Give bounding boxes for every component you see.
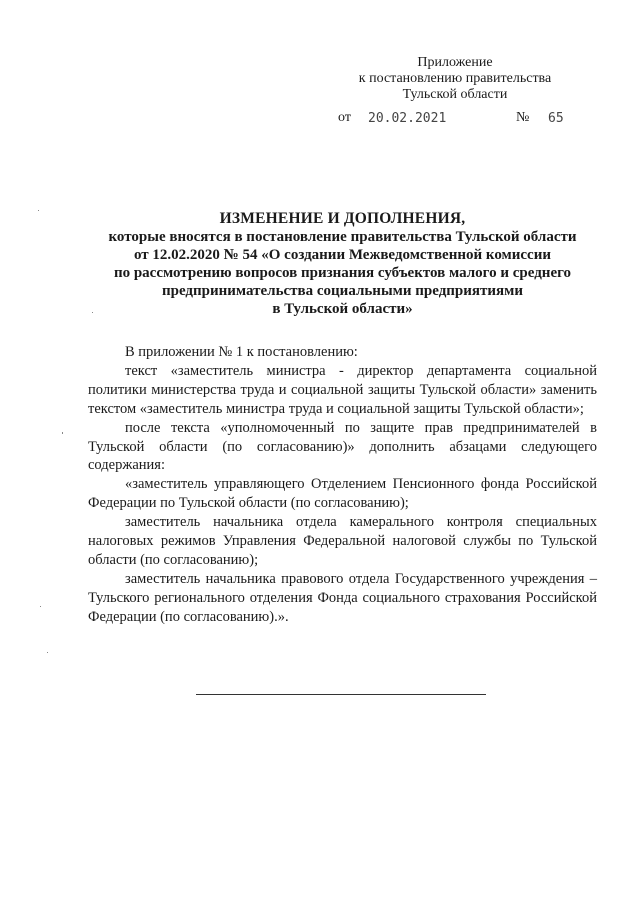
title-line: по рассмотрению вопросов признания субъектов малого и среднего <box>113 265 572 281</box>
scan-speck <box>38 210 39 211</box>
scan-speck <box>62 432 63 434</box>
body-paragraph: текст «заместитель министра - директор департамента социальной политики министерства труда и социальной защиты Тульской области» заменить текстом «заместитель министра труда и социальной защиты Тульской области»; <box>88 362 597 417</box>
title-line: от 12.02.2020 № 54 «О создании Межведомственной комиссии <box>134 247 551 263</box>
scan-speck <box>47 652 48 653</box>
from-label: от <box>338 110 351 125</box>
title-line: которые вносятся в постановление правительства Тульской области <box>108 229 577 245</box>
appendix-label: Приложение <box>417 55 493 70</box>
body-paragraph: В приложении № 1 к постановлению: <box>125 344 358 360</box>
appendix-region: Тульской области <box>402 87 508 102</box>
closing-rule <box>196 694 486 695</box>
number-label: № <box>516 110 530 125</box>
body-paragraph: после текста «уполномоченный по защите прав предпринимателей в Тульской области (по согласованию)» дополнить абзацами следующего содержания: <box>88 419 597 474</box>
body-paragraph: «заместитель управляющего Отделением Пенсионного фонда Российской Федерации по Тульской области (по согласованию); <box>88 476 597 512</box>
document-body <box>88 343 597 627</box>
body-paragraph: заместитель начальника правового отдела Государственного учреждения – Тульского регионального отделения Фонда социального страхования Российской Федерации (по согласованию).». <box>88 570 597 625</box>
scan-speck <box>92 312 93 313</box>
document-title <box>90 210 595 318</box>
resolution-date: 20.02.2021 <box>368 111 447 126</box>
scan-speck <box>40 606 41 607</box>
resolution-number: 65 <box>548 111 564 126</box>
body-paragraph: заместитель начальника отдела камерального контроля специальных налоговых режимов Управления Федеральной налоговой службы по Тульской области (по согласованию); <box>88 514 597 568</box>
appendix-header <box>340 55 570 103</box>
title-heading: ИЗМЕНЕНИЕ И ДОПОЛНЕНИЯ, <box>219 210 466 227</box>
resolution-date-line <box>338 110 578 128</box>
title-line: в Тульской области» <box>272 301 413 317</box>
title-line: предпринимательства социальными предприятиями <box>161 283 524 299</box>
appendix-reference: к постановлению правительства <box>358 71 552 86</box>
